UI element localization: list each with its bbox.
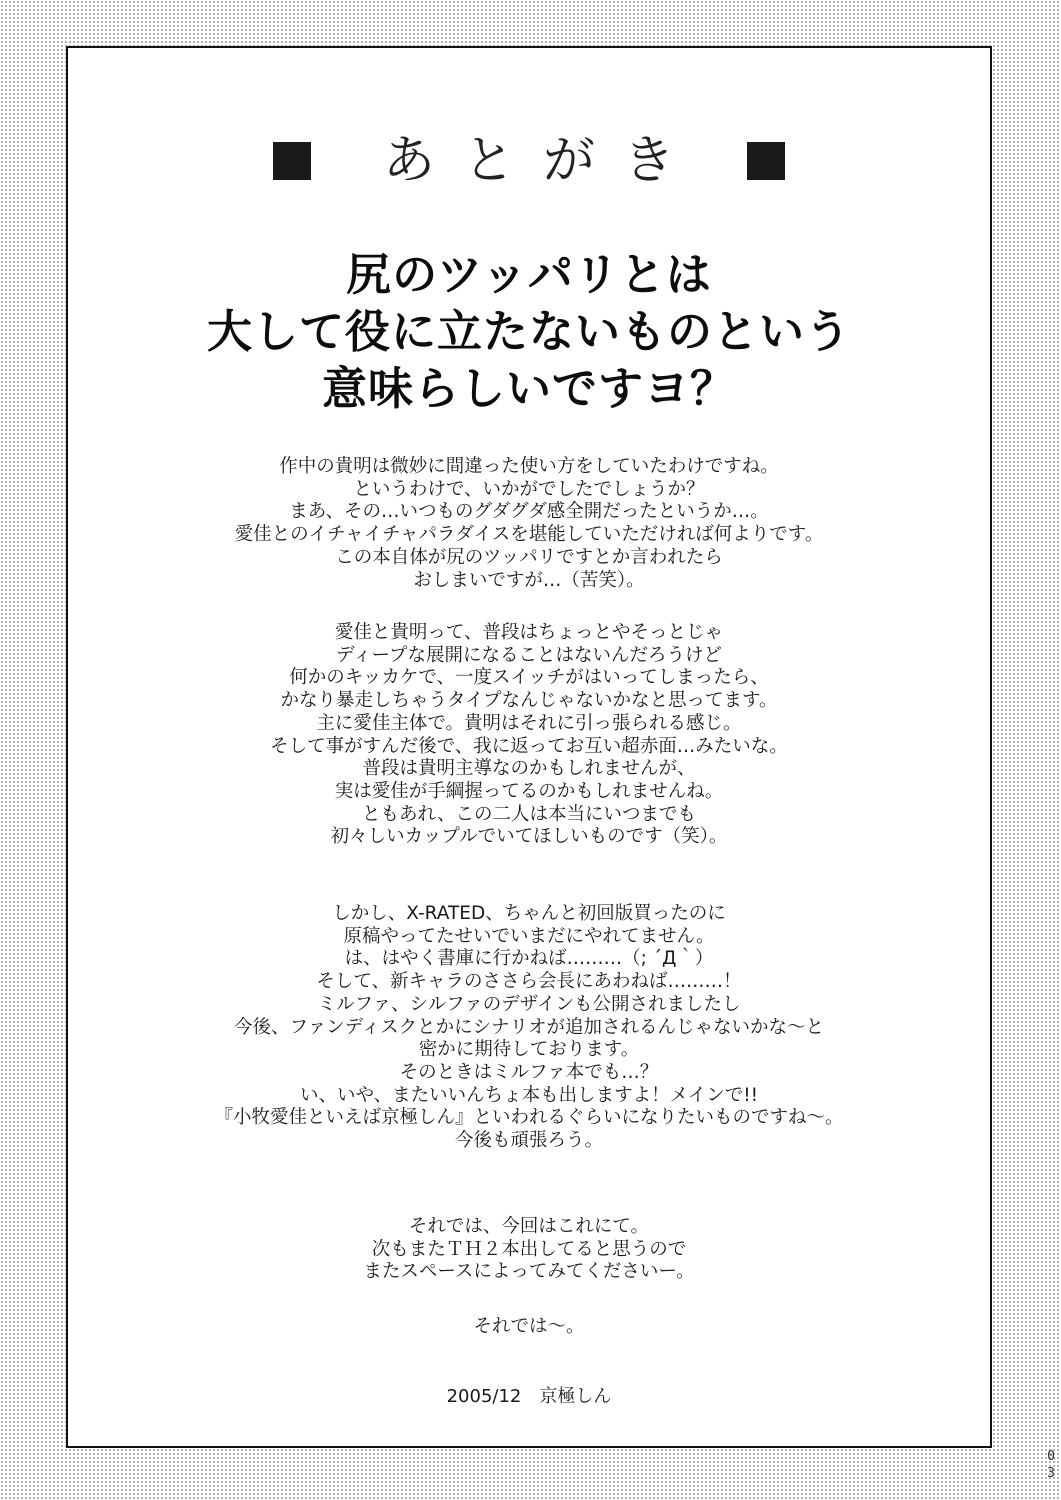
text-line: 愛佳と貴明って、普段はちょっとやそっとじゃ [334, 622, 724, 643]
text-line: そのときはミルファ本でも…？ [399, 1061, 659, 1083]
paragraph-1 [68, 456, 990, 592]
afterword-heading [68, 126, 990, 196]
page-number [1044, 1448, 1058, 1482]
text-line: 今後も頑張ろう。 [454, 1130, 603, 1152]
headline-line: 尻のツッパリとは [346, 248, 712, 301]
text-line: そして事がすんだ後で、我に返ってお互い超赤面…みたいな。 [270, 735, 788, 757]
text-line: かなり暴走しちゃうタイプなんじゃないかなと思ってます。 [280, 690, 778, 712]
black-square-icon [273, 142, 311, 180]
text-line: ディープな展開になることはないんだろうけど [335, 644, 723, 666]
text-line: まあ、その…いつものグダグダ感全開だったというか…。 [289, 501, 769, 523]
paragraph-4 [68, 1216, 990, 1284]
headline-line: 大して役に立たないものという [206, 305, 851, 358]
text-line: それでは～。 [473, 1316, 585, 1337]
text-line: 普段は貴明主導なのかもしれませんが、 [362, 758, 696, 780]
text-line: この本自体が尻のツッパリですとか言われたら [335, 546, 723, 568]
text-line: 初々しいカップルでいてほしいものです（笑）。 [330, 826, 728, 848]
black-square-icon [747, 142, 785, 180]
text-line: というわけで、いかがでしたでしょうか？ [353, 478, 705, 500]
text-line: 主に愛佳主体で。貴明はそれに引っ張られる感じ。 [316, 712, 742, 734]
text-line: 何かのキッカケで、一度スイッチがはいってしまったら、 [289, 667, 769, 689]
text-line: ミルファ、シルファのデザインも公開されましたし [317, 993, 741, 1015]
afterword-panel [66, 46, 992, 1448]
text-line: 愛佳とのイチャイチャパラダイスを堪能していただければ何よりです。 [234, 524, 824, 546]
headline-line: 意味らしいですヨ？ [321, 362, 736, 415]
text-line: 原稿やってたせいでいまだにやれてません。 [343, 925, 715, 947]
text-line: それでは、今回はこれにて。 [408, 1216, 650, 1237]
page-number-digit: 0 [1047, 1449, 1055, 1464]
text-line: 実は愛佳が手綱握ってるのかもしれませんね。 [334, 780, 724, 802]
heading-title: あとがき [382, 131, 703, 191]
text-line: おしまいですが…（苦笑）。 [413, 569, 645, 591]
text-line: ともあれ、この二人は本当にいつまでも [361, 803, 697, 825]
signature-name: 京極しん [539, 1386, 612, 1407]
text-line: い、いや、またいいんちょ本も出しますよ！メインで!! [299, 1084, 759, 1106]
text-line: 密かに期待しております。 [418, 1039, 640, 1061]
text-line: またスペースによってみてくださいー。 [363, 1261, 695, 1283]
text-line: 次もまたＴＨ２本出してると思うので [371, 1238, 687, 1260]
text-line: は、はやく書庫に行かねば………（; ´Д｀） [344, 948, 714, 970]
text-line: 今後、ファンディスクとかにシナリオが追加されるんじゃないかな～と [234, 1016, 824, 1038]
text-line: そして、新キャラのささら会長にあわねば………！ [316, 971, 742, 993]
page-number-digit: 3 [1047, 1466, 1055, 1481]
paragraph-3 [68, 903, 990, 1153]
text-line: しかし、X-RATED、ちゃんと初回版買ったのに [332, 903, 726, 924]
paragraph-2 [68, 622, 990, 849]
text-line: 作中の貴明は微妙に間違った使い方をしていたわけですね。 [279, 456, 779, 477]
signature-date: 2005/12 [446, 1386, 522, 1407]
text-line: 『小牧愛佳といえば京極しん』といわれるぐらいになりたいものですね～。 [214, 1107, 844, 1129]
paragraph-5 [68, 1316, 990, 1339]
signature [68, 1386, 990, 1408]
headline [68, 246, 990, 417]
